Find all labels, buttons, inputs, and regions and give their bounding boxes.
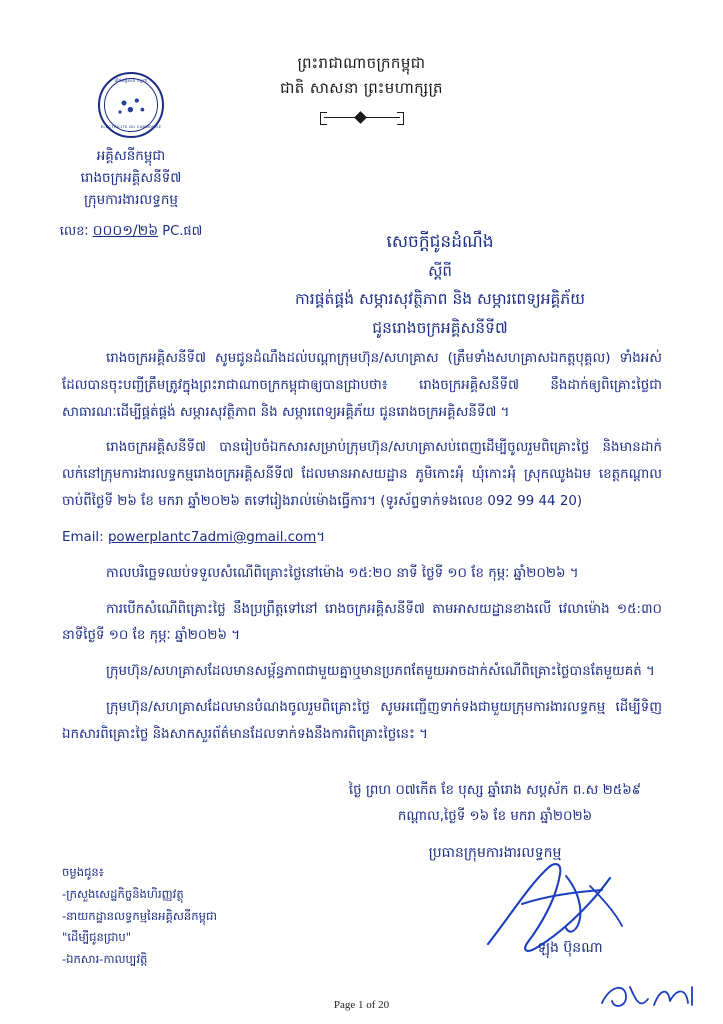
document-body <box>62 346 662 758</box>
email-suffix: ។ <box>316 529 326 545</box>
signer-name: ឡុង ប៊ុនណា <box>537 940 603 956</box>
signature-role: ប្រធានក្រុមការងារលទ្ធកម្ម <box>428 845 562 862</box>
distribution-item: -ក្រសួងសេដ្ឋកិច្ចនិងហិរញ្ញវត្ថុ <box>62 887 184 902</box>
page-footer: Page 1 of 20 <box>333 999 390 1011</box>
distribution-list <box>62 862 362 970</box>
body-paragraph-1: រោងចក្រអគ្គិសនីទី៧ សូមជូនដំណឹងដល់បណ្ដាក្រុមហ៊ុន/សហគ្រាស (ត្រឹមទាំងសហគ្រាសឯកត្តបុគ្គល) ទាំងអស់ដែលបានចុះបញ្ជីត្រឹមត្រូវក្នុងព្រះរាជាណាចក្រកម្ពុជាឲ្យបានជ្រាបថា៖ រោងចក្រអគ្គិសនីទី៧ នឹងដាក់ឲ្យពិគ្រោះថ្លៃជាសាធារណៈដើម្បីផ្គត់ផ្គង់ សម្ភារសុវត្ថិភាព និង សម្ភារពេទ្យអគ្គិភ័យ ជូនរោងចក្រអគ្គិសនីទី៧ ។ <box>62 351 662 420</box>
seal-emblem-glyph-icon <box>112 91 152 121</box>
edc-seal-icon <box>98 72 164 138</box>
distribution-heading: ចម្លងជូន៖ <box>62 865 104 879</box>
page-title <box>180 228 700 343</box>
body-paragraph-7: ក្រុមហ៊ុន/សហគ្រាសដែលមានបំណងចូលរួមពិគ្រោះថ្លៃ សូមអញ្ជើញទាក់ទងជាមួយក្រុមការងារលទ្ធកម្ម ដើម្បីទិញឯកសារពិគ្រោះថ្លៃ និងសាកសួរព័ត៌មានដែលទាក់ទងនឹងការពិគ្រោះថ្លៃនេះ ។ <box>62 699 662 742</box>
distribution-item: -នាយកដ្ឋានលទ្ធកម្មនៃអគ្គិសនីកម្ពុជា <box>62 908 218 923</box>
title-notice: សេចក្ដីជូនដំណឹង <box>386 232 494 252</box>
body-paragraph-5: ការបើកសំណើពិគ្រោះថ្លៃ នឹងប្រព្រឹត្តទៅនៅ រោងចក្រអគ្គិសនីទី៧ តាមអាសយដ្ឋានខាងលើ វេលាម៉ោង ១៥:៣០ នាទីថ្ងៃទី ១០ ខែ កុម្ភៈ ឆ្នាំ២០២៦ ។ <box>62 601 662 644</box>
email-label: Email: <box>62 529 104 545</box>
title-subject-line-1: ការផ្គត់ផ្គង់ សម្ភារសុវត្ថិភាព និង សម្ភារពេទ្យអគ្គិភ័យ <box>295 290 585 309</box>
seal-bottom-text: ELECTRICITE DU CAMBODGE <box>100 124 162 130</box>
email-link[interactable]: powerplantc7admi@gmail.com <box>107 529 317 545</box>
khmer-divider-ornament-icon <box>316 110 408 124</box>
national-motto: ជាតិ សាសនា ព្រះមហាក្សត្រ <box>280 78 443 97</box>
document-number-value: ០០០១/២៦ <box>92 222 159 239</box>
body-paragraph-6: ក្រុមហ៊ុន/សហគ្រាសដែលមានសម្ព័ន្ធភាពជាមួយគ្នាឬមានប្រភពតែមួយអាចដាក់សំណើពិគ្រោះថ្លៃបានតែមួយគត់ ។ <box>106 664 655 680</box>
contact-email-line <box>62 525 662 552</box>
organization-line-1: អគ្គិសនីកម្ពុជា <box>96 148 166 164</box>
distribution-item: "ដើម្បីជូនជ្រាប" <box>62 930 132 945</box>
title-subject-line-2: ជូនរោងចក្រអគ្គិសនីទី៧ <box>372 319 508 338</box>
signature-block <box>300 778 690 868</box>
signature-date-gregorian: កណ្ដាល,ថ្ងៃទី ១៦ ខែ មករា ឆ្នាំ២០២៦ <box>397 809 593 825</box>
signature-date-khmer-calendar: ថ្ងៃ ព្រហ ០៧កើត ខែ បុស្ស ឆ្នាំរោង សប្ដស័ក ព.ស ២៥៦៩ <box>348 783 642 798</box>
organization-block <box>26 72 236 242</box>
organization-line-2: រោងចក្រអគ្គិសនីទី៧ <box>80 169 182 186</box>
organization-name <box>26 146 236 212</box>
distribution-item: -ឯកសារ-កាលប្បវត្តិ <box>62 951 148 966</box>
document-number-suffix: PC.ផ៧ <box>162 223 203 239</box>
body-paragraph-4: កាលបរិច្ឆេទឈប់ទទួលសំណើពិគ្រោះថ្លៃនៅម៉ោង ១៥:២០ នាទី ថ្ងៃទី ១០ ខែ កុម្ភៈ ឆ្នាំ២០២៦ ។ <box>106 565 579 581</box>
title-regarding: ស្ដីពី <box>428 261 452 280</box>
body-paragraph-2: រោងចក្រអគ្គិសនីទី៧ បានរៀបចំឯកសារសម្រាប់ក្រុមហ៊ុន/សហគ្រាសប់ពេញដើម្បីចូលរួមពិគ្រោះថ្លៃ និងមានដាក់លក់នៅក្រុមការងារលទ្ធកម្មរោងចក្រអគ្គិសនីទី៧ ដែលមានអាសយដ្ឋាន ភូមិកោះអុំ ឃុំកោះអុំ ស្រុកឈូងឯម ខេត្តកណ្ដាល ចាប់ពីថ្ងៃទី ២៦ ខែ មករា ឆ្នាំ២០២៦ តទៅរៀងរាល់ម៉ោងធ្វើការ។ (ទូរស័ព្ទទាក់ទងលេខ 092 99 44 20) <box>62 440 662 510</box>
kingdom-title: ព្រះរាជាណាចក្រកម្ពុជា <box>297 54 426 72</box>
organization-line-3: ក្រុមការងារលទ្ធកម្ម <box>84 191 178 208</box>
seal-top-text: ភ្លើងអគ្គិសនី កម្ពុជា <box>114 79 148 84</box>
document-number-label: លេខៈ <box>59 223 89 239</box>
